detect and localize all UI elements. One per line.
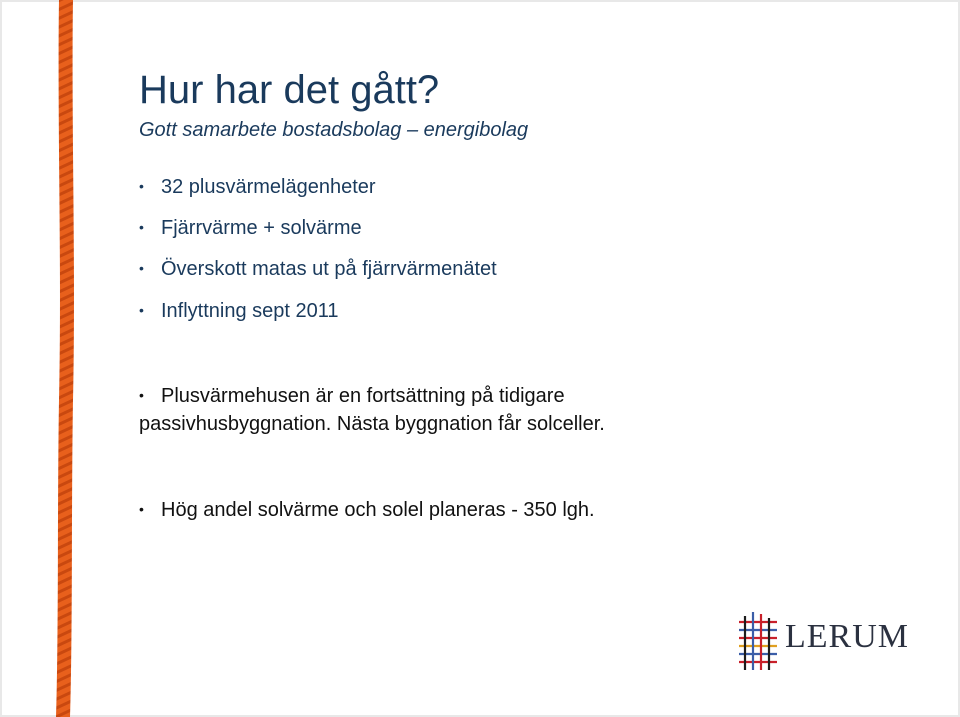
bullet-dot-icon: • [139,178,144,194]
bullet-dot-icon: • [139,387,144,403]
bullet-item: • Överskott matas ut på fjärrvärmenätet [139,254,497,283]
bullet-item: • Fjärrvärme + solvärme [139,213,362,242]
paragraph-bullet: • Plusvärmehusen är en fortsättning på tidigare [139,381,565,410]
lerum-logo-text: LERUM [785,618,909,655]
lerum-logo [735,608,909,674]
bullet-dot-icon: • [139,219,144,235]
bullet-item: • 32 plusvärmelägenheter [139,172,376,201]
bullet-item: • Inflyttning sept 2011 [139,296,339,325]
orange-rope-decoration [0,0,90,717]
bullet-dot-icon: • [139,501,144,517]
bullet-dot-icon: • [139,302,144,318]
lerum-woven-emblem-icon [735,608,781,674]
slide-subtitle: Gott samarbete bostadsbolag – energibolag [139,119,529,141]
slide-title: Hur har det gått? [139,68,440,112]
bullet-dot-icon: • [139,260,144,276]
paragraph-continuation: passivhusbyggnation. Nästa byggnation får solceller. [139,413,605,435]
bullet-item-final: • Hög andel solvärme och solel planeras - 350 lgh. [139,495,595,524]
